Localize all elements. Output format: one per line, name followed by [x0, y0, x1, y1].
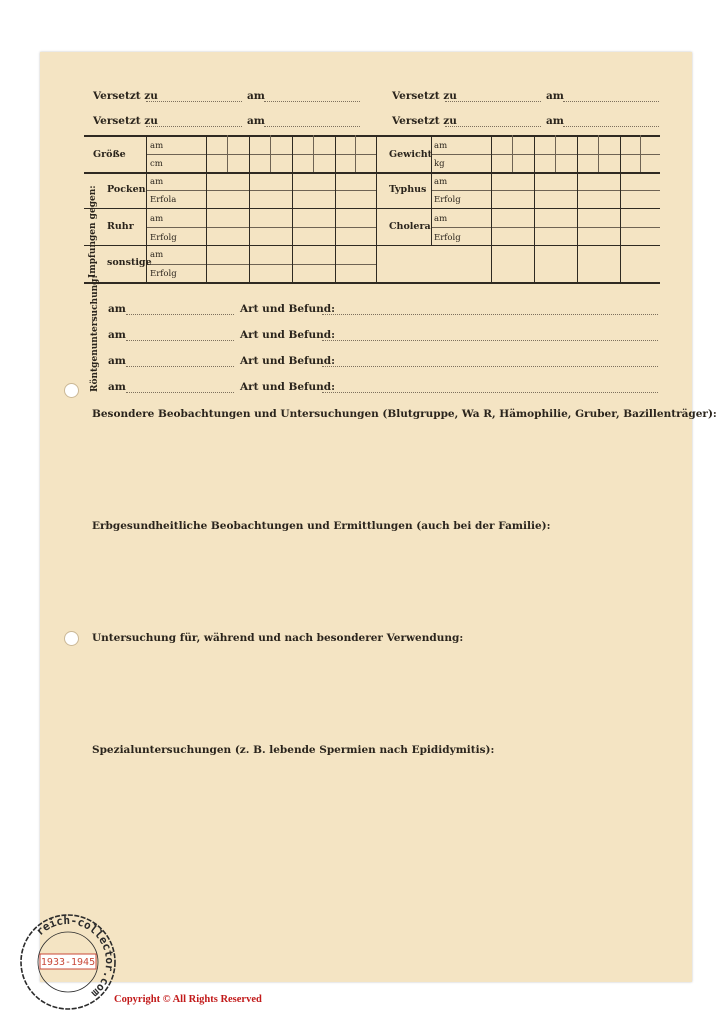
date-field[interactable]: [563, 126, 659, 127]
art-befund-field[interactable]: [322, 366, 658, 367]
cholera-label: Cholera: [389, 221, 431, 232]
am-label: am: [150, 250, 164, 260]
am-label: am: [150, 214, 164, 224]
xray-am-label: am: [108, 381, 126, 393]
am-label: am: [247, 90, 265, 102]
xray-date-field[interactable]: [126, 340, 234, 341]
groesse-label: Größe: [93, 149, 126, 160]
versetzt-label: Versetzt zu: [392, 90, 457, 102]
versetzt-field[interactable]: [146, 101, 242, 102]
versetzt-label: Versetzt zu: [392, 115, 457, 127]
erfolg-label: Erfolg: [434, 233, 461, 243]
typhus-label: Typhus: [389, 184, 427, 195]
am-label: am: [434, 177, 448, 187]
cm-label: cm: [150, 159, 163, 169]
date-field[interactable]: [264, 126, 360, 127]
am-label: am: [150, 177, 164, 187]
gewicht-label: Gewicht: [389, 149, 433, 160]
xray-date-field[interactable]: [126, 366, 234, 367]
erfolg-label: Erfolg: [150, 269, 177, 279]
collector-stamp: [18, 912, 118, 1012]
art-befund-label: Art und Befund:: [240, 355, 336, 367]
versetzt-field[interactable]: [146, 126, 242, 127]
am-label: am: [434, 214, 448, 224]
vaccinations-group-label: Impfungen gegen:: [88, 185, 98, 278]
xray-am-label: am: [108, 329, 126, 341]
art-befund-field[interactable]: [322, 392, 658, 393]
copyright-notice: Copyright © All Rights Reserved: [114, 994, 262, 1005]
besondere-heading: Besondere Beobachtungen und Untersuchungen (Blutgruppe, Wa R, Hämophilie, Gruber, Bazillenträger):: [92, 408, 717, 420]
art-befund-label: Art und Befund:: [240, 303, 336, 315]
xray-group-label: Röntgenuntersuchung:: [90, 275, 100, 392]
pocken-label: Pocken: [107, 184, 146, 195]
punch-hole-top: [64, 383, 79, 398]
art-befund-label: Art und Befund:: [240, 381, 336, 393]
art-befund-label: Art und Befund:: [240, 329, 336, 341]
verwendung-heading: Untersuchung für, während und nach besonderer Verwendung:: [92, 632, 464, 644]
xray-date-field[interactable]: [126, 392, 234, 393]
am-label: am: [546, 115, 564, 127]
versetzt-field[interactable]: [445, 101, 541, 102]
verwendung-field[interactable]: [92, 648, 658, 738]
am-label: am: [247, 115, 265, 127]
besondere-field[interactable]: [92, 424, 658, 514]
xray-date-field[interactable]: [126, 314, 234, 315]
spezial-heading: Spezialuntersuchungen (z. B. lebende Spermien nach Epididymitis):: [92, 744, 495, 756]
erfolg-label: Erfolg: [150, 233, 177, 243]
art-befund-field[interactable]: [322, 340, 658, 341]
versetzt-label: Versetzt zu: [93, 90, 158, 102]
am-label: am: [546, 90, 564, 102]
versetzt-label: Versetzt zu: [93, 115, 158, 127]
xray-am-label: am: [108, 355, 126, 367]
art-befund-field[interactable]: [322, 314, 658, 315]
date-field[interactable]: [563, 101, 659, 102]
sonstige-label: sonstige: [107, 257, 152, 268]
erfolg-label: Erfola: [150, 195, 177, 205]
spezial-field[interactable]: [92, 760, 658, 960]
erbgesund-heading: Erbgesundheitliche Beobachtungen und Ermittlungen (auch bei der Familie):: [92, 520, 551, 532]
erfolg-label: Erfolg: [434, 195, 461, 205]
kg-label: kg: [434, 159, 445, 169]
stamp-text: reich-collector.com: [33, 913, 117, 1001]
erbgesund-field[interactable]: [92, 536, 658, 626]
ruhr-label: Ruhr: [107, 221, 134, 232]
versetzt-field[interactable]: [445, 126, 541, 127]
date-field[interactable]: [264, 101, 360, 102]
am-label: am: [434, 141, 448, 151]
stamp-years: 1933-1945: [40, 957, 96, 968]
xray-am-label: am: [108, 303, 126, 315]
punch-hole-bottom: [64, 631, 79, 646]
am-label: am: [150, 141, 164, 151]
